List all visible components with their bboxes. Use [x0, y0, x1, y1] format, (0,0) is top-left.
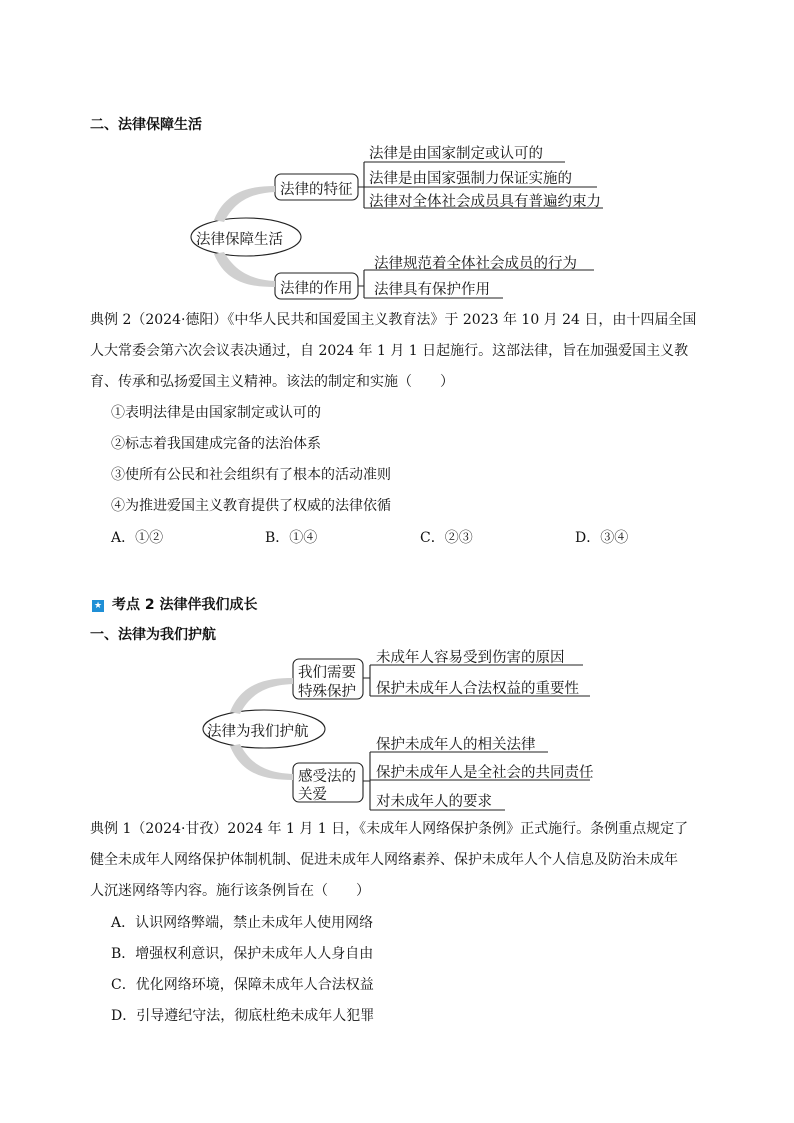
option-c: C．②③: [420, 530, 473, 546]
option-b: B．①④: [265, 530, 318, 546]
question-stem-line: 人大常委会第六次会议表决通过，自 2024 年 1 月 1 日起施行。这部法律，旨在加强爱国主义教: [90, 343, 689, 359]
option-c: C．优化网络环境，保障未成年人合法权益: [111, 977, 374, 993]
connector-lower: [230, 744, 293, 780]
function-item: 法律规范着全体社会成员的行为: [374, 256, 577, 272]
section-heading-law-protects-life: 二、法律保障生活: [90, 117, 202, 133]
option-d: D．引导遵纪守法，彻底杜绝未成年人犯罪: [111, 1008, 375, 1024]
option-a: A．①②: [111, 530, 164, 546]
section-heading-law-guards-us: 一、法律为我们护航: [90, 627, 216, 643]
law-care-item: 对未成年人的要求: [376, 794, 492, 810]
star-icon: ★: [93, 601, 103, 611]
feature-item: 法律对全体社会成员具有普遍约束力: [369, 194, 601, 210]
branch-label-line: 关爱: [298, 787, 327, 803]
branch-label-line: 感受法的: [298, 769, 356, 785]
special-protection-item: 保护未成年人合法权益的重要性: [376, 681, 579, 697]
statement-item: ③使所有公民和社会组织有了根本的活动准则: [111, 467, 391, 483]
bracket-special-protection: [363, 665, 370, 696]
option-a: A．认识网络弊端，禁止未成年人使用网络: [111, 915, 374, 931]
branch-label-line: 我们需要: [298, 665, 356, 681]
kaodian-title: 考点 2 法律伴我们成长: [112, 597, 258, 613]
feature-item: 法律是由国家制定或认可的: [369, 146, 543, 162]
mindmap-center-label: 法律为我们护航: [207, 724, 309, 740]
branch-label-features: 法律的特征: [280, 182, 353, 198]
law-care-item: 保护未成年人的相关法律: [376, 737, 536, 753]
branch-label-functions: 法律的作用: [280, 281, 353, 297]
question-stem-line: 典例 1（2024·甘孜）2024 年 1 月 1 日，《未成年人网络保护条例》正式施行。条例重点规定了: [90, 821, 689, 837]
branch-label-line: 特殊保护: [298, 684, 356, 700]
question-stem-line: 人沉迷网络等内容。施行该条例旨在（ ）: [90, 883, 370, 899]
question-stem-line: 健全未成年人网络保护体制机制、促进未成年人网络素养、保护未成年人个人信息及防治未成年: [90, 852, 678, 868]
statement-item: ②标志着我国建成完备的法治体系: [111, 436, 321, 452]
statement-item: ①表明法律是由国家制定或认可的: [111, 405, 321, 421]
question-stem-line: 典例 2（2024·德阳）《中华人民共和国爱国主义教育法》于 2023 年 10 月 24 日，由十四届全国: [90, 312, 697, 328]
option-b: B．增强权利意识，保护未成年人人身自由: [111, 946, 374, 962]
special-protection-item: 未成年人容易受到伤害的原因: [376, 650, 565, 666]
function-item: 法律具有保护作用: [374, 282, 490, 298]
connector-upper: [230, 678, 293, 714]
law-care-item: 保护未成年人是全社会的共同责任: [376, 765, 594, 781]
question-stem-line: 育、传承和弘扬爱国主义精神。该法的制定和实施（ ）: [90, 374, 454, 390]
option-d: D．③④: [575, 530, 629, 546]
feature-item: 法律是由国家强制力保证实施的: [369, 171, 572, 187]
mindmap-center-label: 法律保障生活: [196, 232, 283, 248]
bracket-feel-law-care: [363, 752, 370, 810]
statement-item: ④为推进爱国主义教育提供了权威的法律依循: [111, 498, 391, 514]
